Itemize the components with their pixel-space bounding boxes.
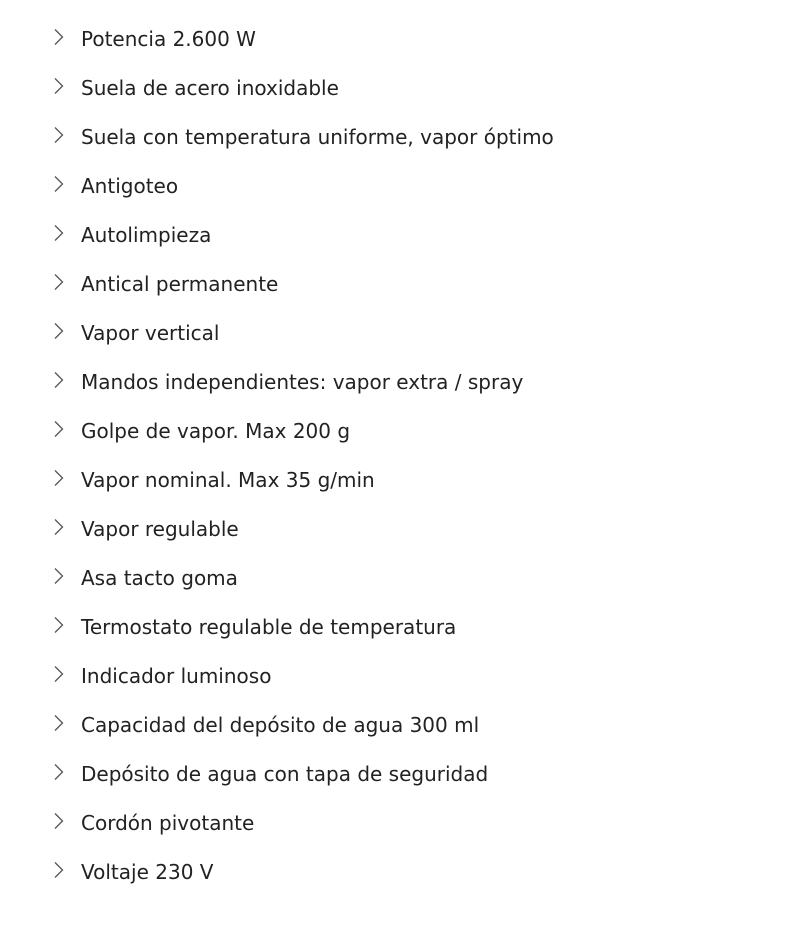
chevron-right-icon — [53, 616, 65, 634]
feature-item — [0, 750, 800, 799]
feature-item — [0, 701, 800, 750]
feature-label: Voltaje 230 V — [81, 860, 214, 884]
feature-item — [0, 113, 800, 162]
feature-item — [0, 309, 800, 358]
feature-label: Vapor nominal. Max 35 g/min — [81, 468, 375, 492]
chevron-right-icon — [53, 224, 65, 242]
feature-label: Asa tacto goma — [81, 566, 238, 590]
chevron-right-icon — [53, 77, 65, 95]
feature-item — [0, 211, 800, 260]
feature-label: Antical permanente — [81, 272, 279, 296]
feature-label: Vapor regulable — [81, 517, 239, 541]
feature-item — [0, 505, 800, 554]
chevron-right-icon — [53, 28, 65, 46]
feature-list — [0, 15, 800, 897]
feature-label: Potencia 2.600 W — [81, 27, 256, 51]
feature-item — [0, 799, 800, 848]
feature-item — [0, 848, 800, 897]
feature-item — [0, 603, 800, 652]
feature-item — [0, 162, 800, 211]
chevron-right-icon — [53, 322, 65, 340]
chevron-right-icon — [53, 861, 65, 879]
feature-label: Termostato regulable de temperatura — [81, 615, 457, 639]
feature-label: Indicador luminoso — [81, 664, 272, 688]
feature-item — [0, 456, 800, 505]
chevron-right-icon — [53, 763, 65, 781]
chevron-right-icon — [53, 371, 65, 389]
feature-item — [0, 554, 800, 603]
feature-label: Vapor vertical — [81, 321, 220, 345]
feature-item — [0, 64, 800, 113]
chevron-right-icon — [53, 812, 65, 830]
chevron-right-icon — [53, 714, 65, 732]
feature-label: Capacidad del depósito de agua 300 ml — [81, 713, 480, 737]
chevron-right-icon — [53, 126, 65, 144]
feature-label: Depósito de agua con tapa de seguridad — [81, 762, 489, 786]
chevron-right-icon — [53, 175, 65, 193]
chevron-right-icon — [53, 469, 65, 487]
feature-item — [0, 652, 800, 701]
feature-item — [0, 260, 800, 309]
feature-label: Golpe de vapor. Max 200 g — [81, 419, 351, 443]
feature-item — [0, 358, 800, 407]
feature-label: Cordón pivotante — [81, 811, 255, 835]
feature-label: Mandos independientes: vapor extra / spray — [81, 370, 524, 394]
chevron-right-icon — [53, 665, 65, 683]
chevron-right-icon — [53, 518, 65, 536]
feature-label: Autolimpieza — [81, 223, 212, 247]
feature-label: Antigoteo — [81, 174, 179, 198]
chevron-right-icon — [53, 273, 65, 291]
feature-label: Suela con temperatura uniforme, vapor óptimo — [81, 125, 554, 149]
feature-item — [0, 407, 800, 456]
feature-label: Suela de acero inoxidable — [81, 76, 339, 100]
chevron-right-icon — [53, 567, 65, 585]
chevron-right-icon — [53, 420, 65, 438]
feature-item — [0, 15, 800, 64]
